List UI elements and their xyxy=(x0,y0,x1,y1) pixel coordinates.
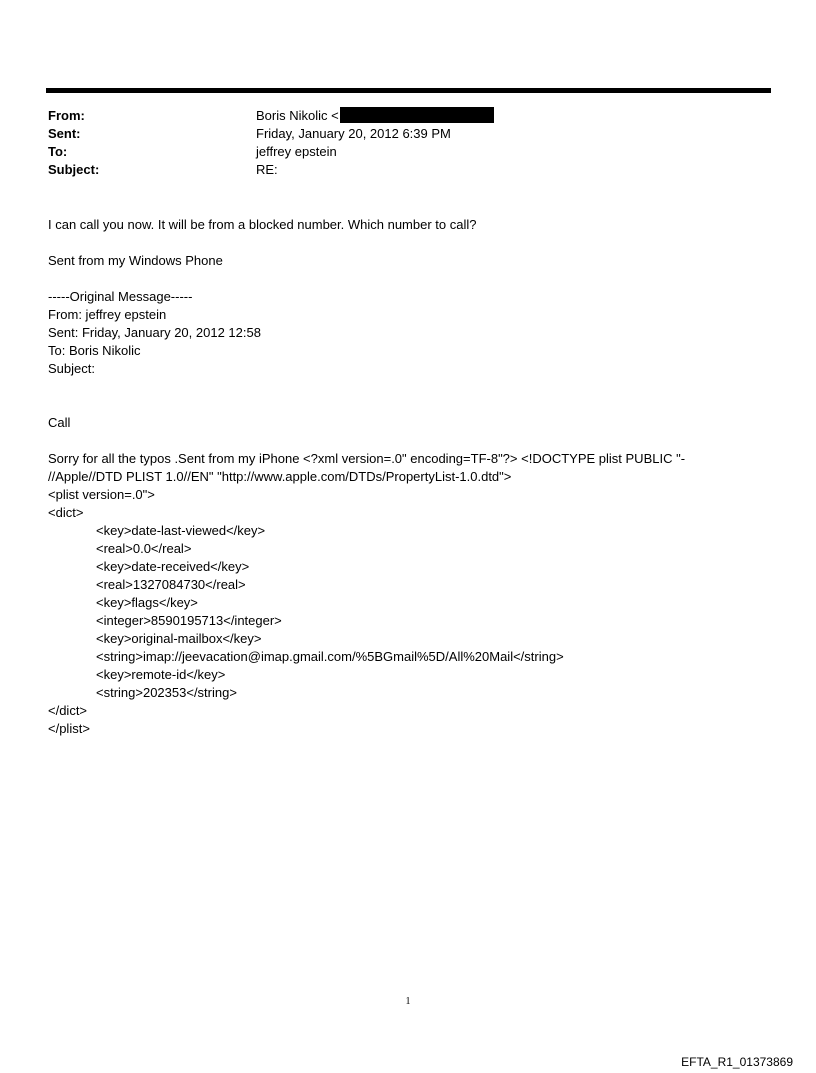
sent-value: Friday, January 20, 2012 6:39 PM xyxy=(256,126,451,141)
plist-line: <real>0.0</real> xyxy=(96,541,192,556)
original-subject: Subject: xyxy=(48,361,95,376)
plist-line: <key>remote-id</key> xyxy=(96,667,226,682)
plist-line: <string>imap://jeevacation@imap.gmail.com/%5BGmail%5D/All%20Mail</string> xyxy=(96,649,564,664)
plist-open: <plist version=.0"> xyxy=(48,487,155,502)
subject-label: Subject: xyxy=(48,162,100,177)
plist-line: <string>202353</string> xyxy=(96,685,237,700)
from-value xyxy=(256,107,768,125)
typos-line-2: //Apple//DTD PLIST 1.0//EN" "http://www.apple.com/DTDs/PropertyList-1.0.dtd"> xyxy=(48,469,512,484)
original-from: From: jeffrey epstein xyxy=(48,307,167,322)
reply-text: I can call you now. It will be from a blocked number. Which number to call? xyxy=(48,217,477,232)
to-label: To: xyxy=(48,144,68,159)
email-header xyxy=(48,107,768,179)
page-number: 1 xyxy=(405,996,411,1007)
from-label: From: xyxy=(48,108,85,123)
sent-label: Sent: xyxy=(48,126,81,141)
subject-value: RE: xyxy=(256,162,278,177)
dict-open: <dict> xyxy=(48,505,84,520)
subject-row xyxy=(48,161,768,179)
from-row xyxy=(48,107,768,125)
typos-line-1: Sorry for all the typos .Sent from my iPhone <?xml version=.0" encoding=TF-8"?> <!DOCTYPE plist PUBLIC "- xyxy=(48,451,686,466)
original-to: To: Boris Nikolic xyxy=(48,343,141,358)
header-divider-rule xyxy=(46,88,771,93)
email-body xyxy=(48,216,768,738)
original-sent: Sent: Friday, January 20, 2012 12:58 xyxy=(48,325,261,340)
plist-line: <key>date-received</key> xyxy=(96,559,250,574)
to-row xyxy=(48,143,768,161)
plist-line: <key>original-mailbox</key> xyxy=(96,631,262,646)
plist-line: <key>flags</key> xyxy=(96,595,198,610)
redaction-box xyxy=(340,107,494,123)
plist-line: <integer>8590195713</integer> xyxy=(96,613,282,628)
original-divider: -----Original Message----- xyxy=(48,289,193,304)
call-text: Call xyxy=(48,415,71,430)
dict-close: </dict> xyxy=(48,703,88,718)
to-value: jeffrey epstein xyxy=(256,144,337,159)
plist-line: <key>date-last-viewed</key> xyxy=(96,523,266,538)
signature: Sent from my Windows Phone xyxy=(48,253,223,268)
plist-close: </plist> xyxy=(48,721,90,736)
sent-row xyxy=(48,125,768,143)
from-name: Boris Nikolic < xyxy=(256,108,339,123)
plist-line: <real>1327084730</real> xyxy=(96,577,246,592)
document-id: EFTA_R1_01373869 xyxy=(681,1055,793,1069)
